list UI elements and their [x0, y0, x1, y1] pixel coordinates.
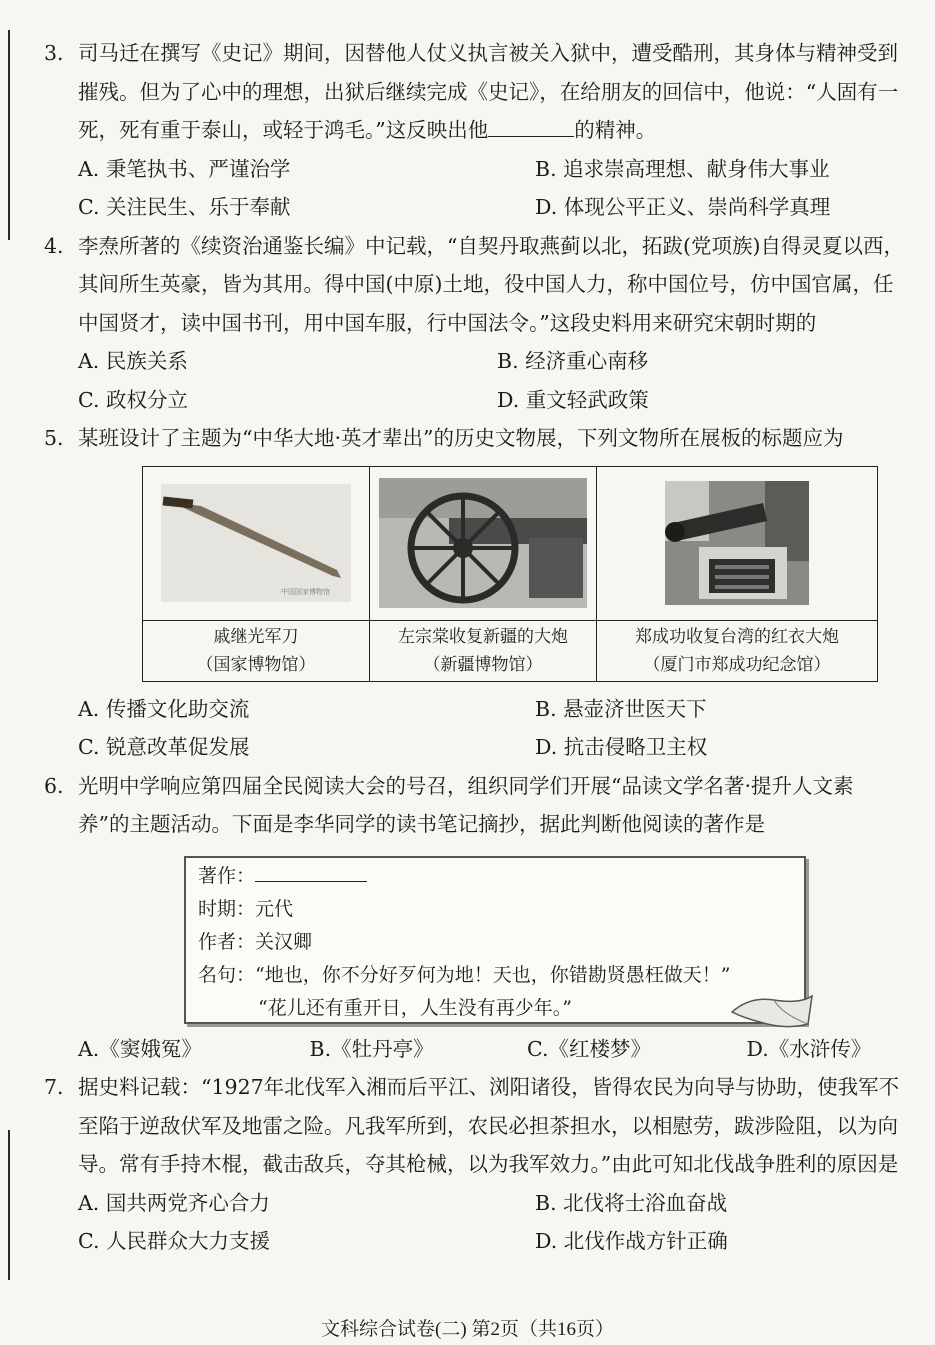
- options-4: [44, 342, 916, 419]
- option-c[interactable]: C. 政权分立: [78, 387, 188, 412]
- option-b[interactable]: B.《牡丹亭》: [309, 1036, 434, 1061]
- page-curl-icon: [730, 992, 814, 1032]
- options-7: [44, 1184, 916, 1261]
- note-content: [198, 860, 730, 1025]
- artifact-photo-cell: [370, 466, 597, 620]
- artifact-museum: （国家博物馆）: [196, 654, 316, 675]
- artifact-name: 郑成功收复台湾的红衣大炮: [635, 626, 839, 647]
- question-number: 3.: [44, 41, 64, 65]
- question-4: [44, 227, 916, 343]
- cannon-wheel-photo: [379, 478, 587, 608]
- artifact-caption: [143, 620, 370, 681]
- red-cannon-photo: [665, 481, 809, 605]
- option-b[interactable]: B. 悬壶济世医天下: [535, 696, 707, 721]
- question-3: [44, 34, 916, 150]
- question-text: 养”的主题活动。下面是李华同学的读书笔记摘抄，据此判断他阅读的著作是: [78, 812, 765, 836]
- artifact-photo-cell: [143, 466, 370, 620]
- note-work-blank[interactable]: [255, 861, 367, 882]
- artifact-caption: [597, 620, 878, 681]
- option-c[interactable]: C. 人民群众大力支援: [78, 1229, 270, 1253]
- option-c[interactable]: C. 关注民生、乐于奉献: [78, 195, 291, 219]
- question-text: 死，死有重于泰山，或轻于鸿毛。”这反映出他: [78, 118, 489, 142]
- option-d[interactable]: D. 重文轻武政策: [497, 387, 649, 412]
- reading-note-card: [184, 856, 806, 1024]
- question-text: 光明中学响应第四届全民阅读大会的号召，组织同学们开展“品读文学名著·提升人文素: [78, 773, 854, 798]
- option-c[interactable]: C.《红楼梦》: [527, 1036, 651, 1061]
- question-5: [44, 419, 916, 458]
- option-d[interactable]: D. 抗击侵略卫主权: [535, 735, 708, 759]
- option-a[interactable]: A. 秉笔执书、严谨治学: [78, 156, 291, 181]
- question-text: 李焘所著的《续资治通鉴长编》中记载，“自契丹取燕蓟以北，拓跋(党项族)自得灵夏以西，: [78, 233, 904, 258]
- artifact-museum: （厦门市郑成功纪念馆）: [643, 654, 831, 675]
- option-a[interactable]: A. 民族关系: [78, 349, 188, 373]
- option-b[interactable]: B. 北伐将士浴血奋战: [535, 1190, 728, 1215]
- question-text: 摧残。但为了心中的理想，出狱后继续完成《史记》，在给朋友的回信中，他说：“人固有一: [78, 79, 899, 104]
- artifact-caption: [370, 620, 597, 681]
- option-b[interactable]: B. 追求崇高理想、献身伟大事业: [535, 156, 830, 181]
- artifact-name: 左宗棠收复新疆的大炮: [398, 626, 568, 647]
- note-period: 时期：元代: [198, 897, 294, 920]
- note-author: 作者：关汉卿: [198, 930, 313, 953]
- option-a[interactable]: A.《窦娥冤》: [78, 1036, 202, 1061]
- question-text: 某班设计了主题为“中华大地·英才辈出”的历史文物展，下列文物所在展板的标题应为: [78, 426, 844, 450]
- binding-margin-line-bottom: [8, 1130, 10, 1280]
- note-quote-1: 名句：“地也，你不分好歹何为地！天也，你错勘贤愚枉做天！”: [198, 963, 731, 986]
- question-text: 其间所生英豪，皆为其用。得中国(中原)土地，役中国人力，称中国位号，仿中国官属，任: [78, 272, 894, 296]
- answer-blank[interactable]: [488, 114, 574, 137]
- question-text: 据史料记载：“1927年北伐军入湘而后平江、浏阳诸役，皆得农民为向导与协助，使我军不: [78, 1075, 900, 1099]
- options-6: [44, 1030, 916, 1069]
- sword-photo: [161, 484, 351, 602]
- artifact-museum: （新疆博物馆）: [423, 654, 543, 675]
- option-a[interactable]: A. 国共两党齐心合力: [78, 1190, 270, 1215]
- options-3: [44, 150, 916, 227]
- question-text: 的精神。: [574, 118, 657, 142]
- options-5: [44, 690, 916, 767]
- photo-caption: 中国国家博物馆: [281, 588, 330, 596]
- question-6: [44, 767, 916, 844]
- question-text: 司马迁在撰写《史记》期间，因替他人仗义执言被关入狱中，遭受酷刑，其身体与精神受到: [78, 41, 898, 65]
- exam-page: [44, 34, 916, 1261]
- note-quote-2: “花儿还有重开日，人生没有再少年。”: [258, 996, 572, 1019]
- option-d[interactable]: D. 体现公平正义、崇尚科学真理: [535, 195, 831, 219]
- option-b[interactable]: B. 经济重心南移: [497, 349, 649, 373]
- question-number: 4.: [44, 233, 64, 258]
- option-d[interactable]: D.《水浒传》: [746, 1036, 872, 1061]
- question-7: [44, 1068, 916, 1184]
- option-a[interactable]: A. 传播文化助交流: [78, 696, 250, 721]
- option-d[interactable]: D. 北伐作战方针正确: [535, 1229, 728, 1253]
- note-work-label: 著作：: [198, 864, 256, 887]
- question-text: 中国贤才，读中国书刊，用中国车服，行中国法令。”这段史料用来研究宋朝时期的: [78, 310, 817, 335]
- artifact-photo-cell: [597, 466, 878, 620]
- question-text: 导。常有手持木棍，截击敌兵，夺其枪械，以为我军效力。”由此可知北伐战争胜利的原因是: [78, 1152, 899, 1176]
- question-text: 至陷于逆敌伏军及地雷之险。凡我军所到，农民必担茶担水，以相慰劳，跋涉险阻，以为向: [78, 1113, 898, 1138]
- option-c[interactable]: C. 锐意改革促发展: [78, 735, 250, 759]
- page-footer: 文科综合试卷(二) 第2页（共16页）: [321, 1319, 614, 1340]
- artifact-name: 戚继光军刀: [213, 626, 299, 647]
- question-number: 7.: [44, 1075, 64, 1099]
- binding-margin-line-top: [8, 30, 10, 240]
- question-number: 5.: [44, 426, 64, 450]
- question-number: 6.: [44, 773, 64, 798]
- artifact-table: [142, 466, 878, 682]
